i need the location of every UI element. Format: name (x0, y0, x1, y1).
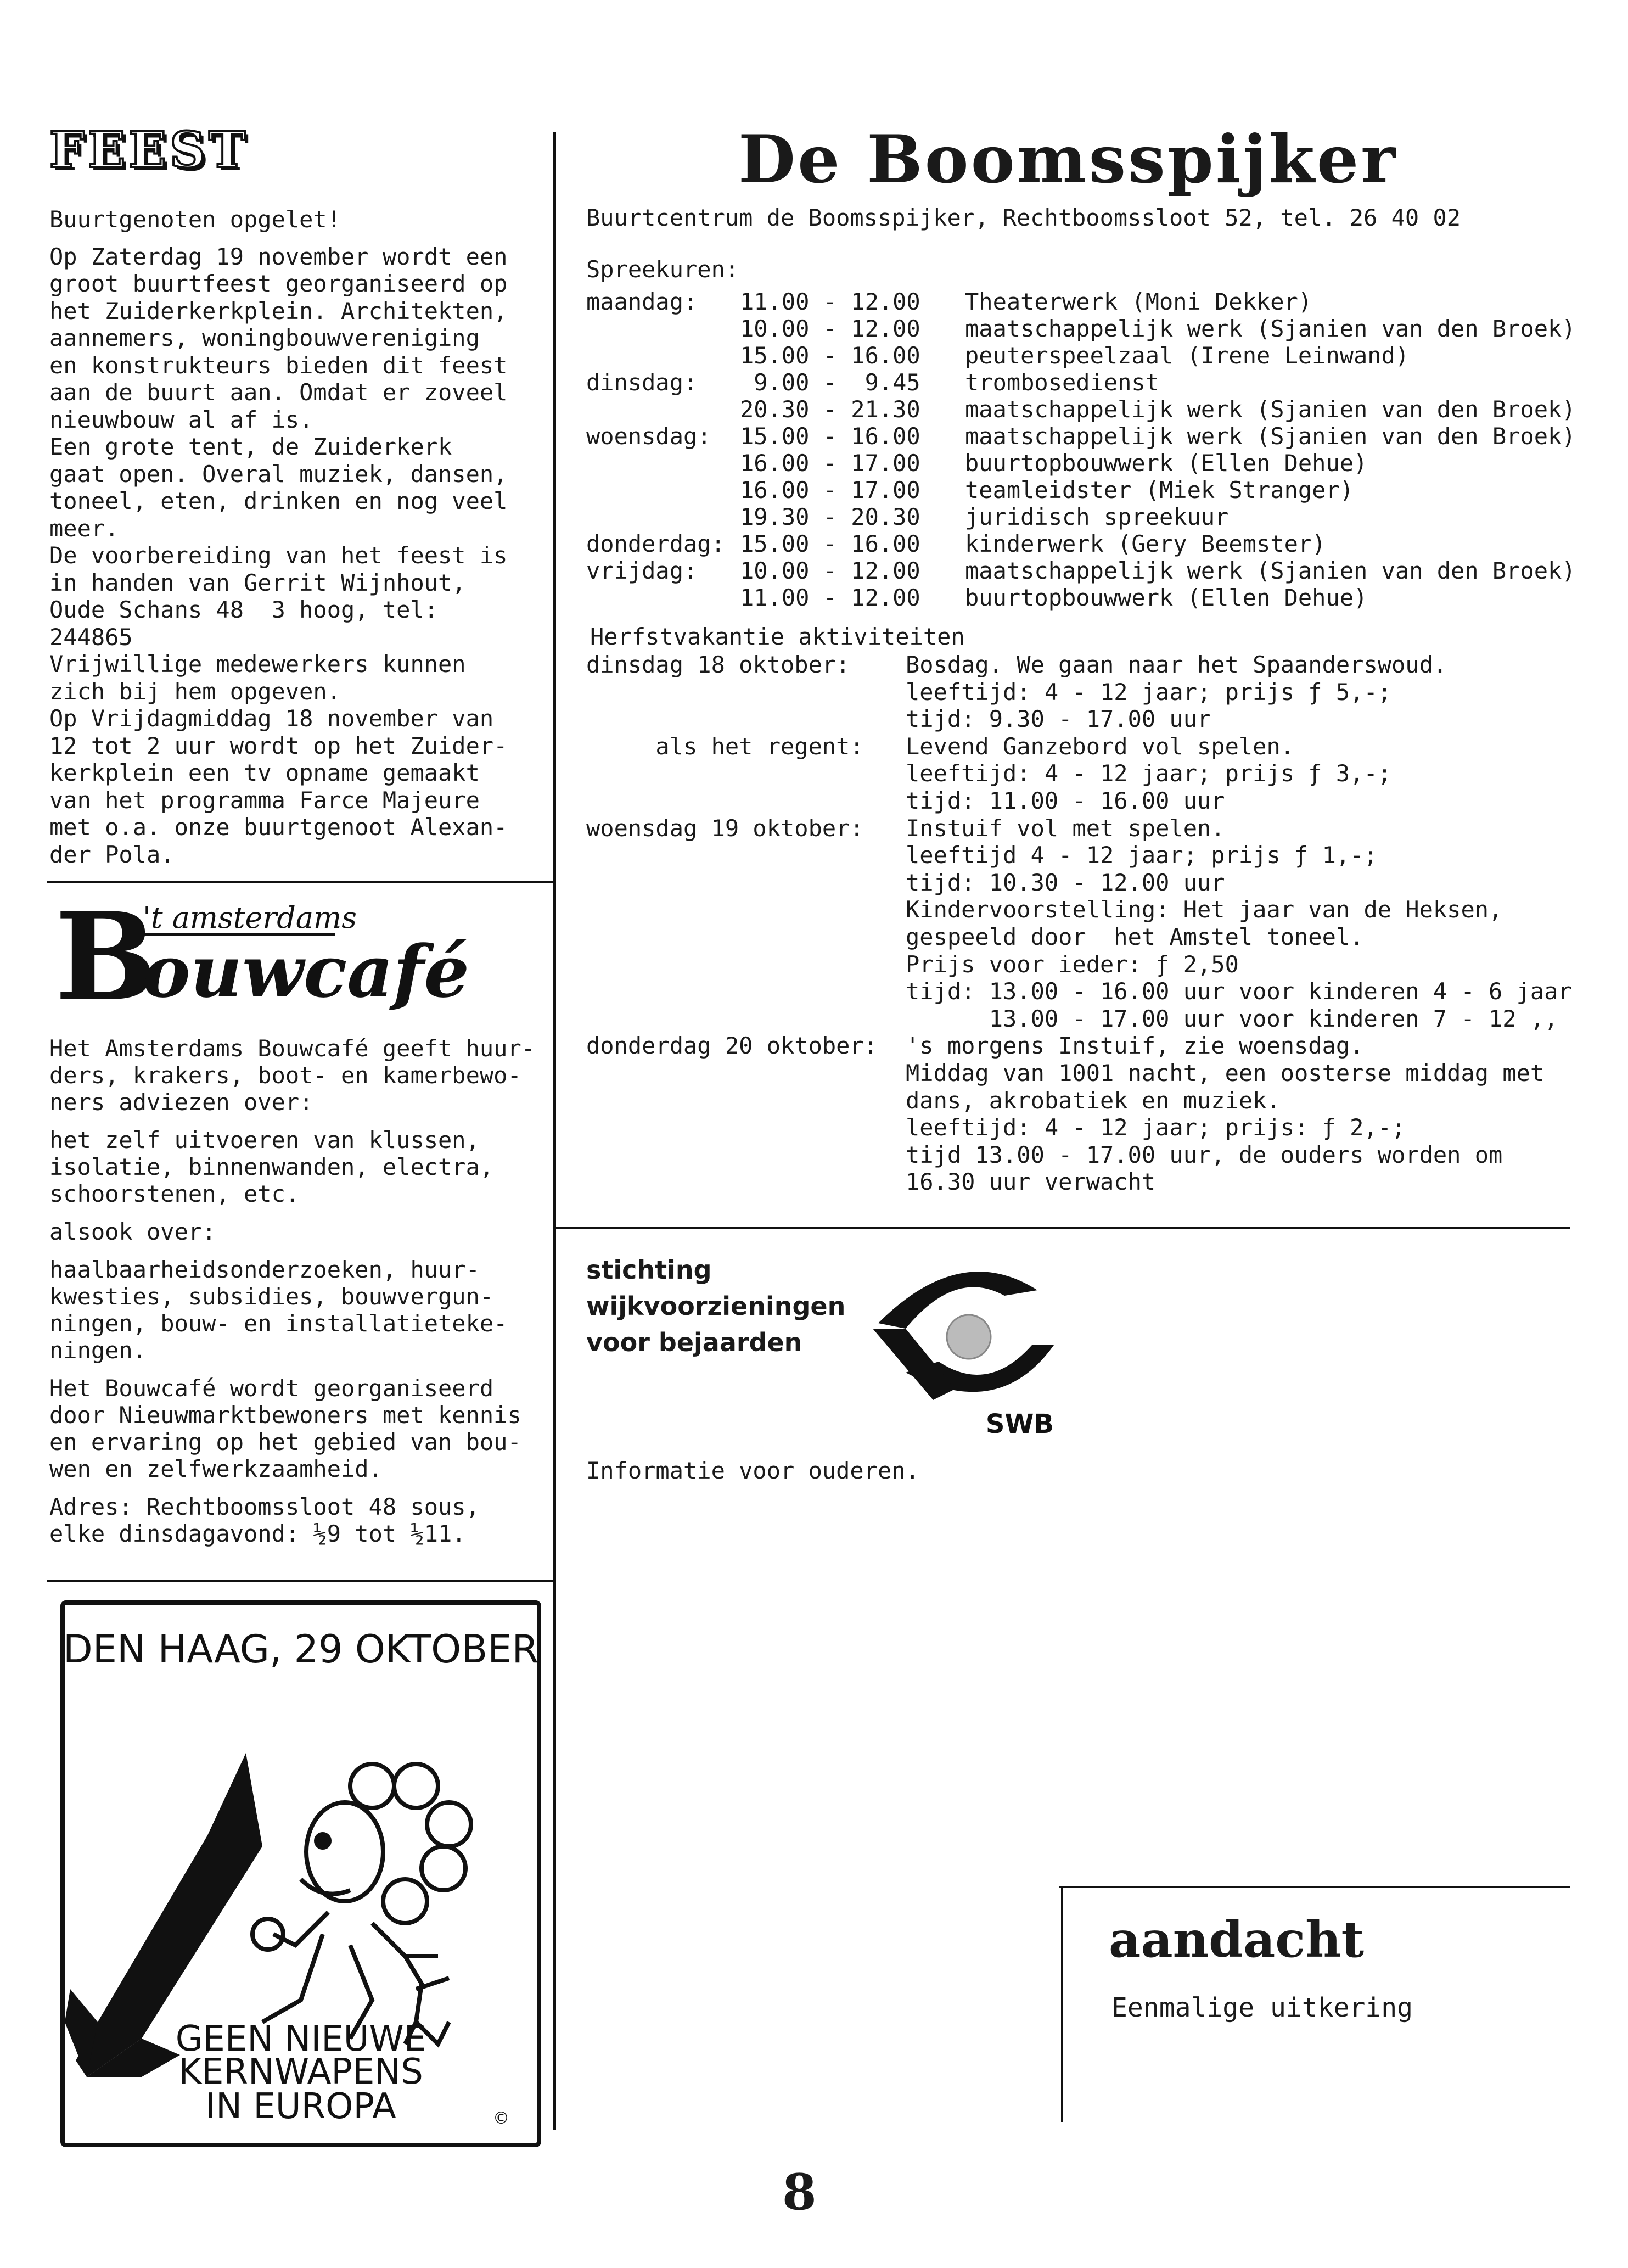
schedule-row (586, 423, 1576, 450)
divider-swb-aandacht (1059, 1886, 1570, 1888)
feest-line: Op Vrijdagmiddag 18 november van (49, 705, 494, 732)
page-number: 8 (782, 2163, 817, 2221)
bouwcafe-logo-art (49, 886, 470, 1028)
feest-line: Een grote tent, de Zuiderkerk (49, 433, 452, 460)
feest-line: aan de buurt aan. Omdat er zoveel (49, 379, 508, 406)
schedule-row (586, 530, 1576, 557)
schedule-desc: maatschappelijk werk (Sjanien van den Broek) (965, 557, 1576, 584)
spreekuren-label: Spreekuren: (586, 256, 739, 283)
herfst-text: 13.00 - 17.00 uur voor kinderen 7 - 12 ,, (906, 1005, 1558, 1032)
aandacht-left-rule (1061, 1886, 1063, 2122)
herfst-text: 16.30 uur verwacht (906, 1168, 1156, 1196)
poster-top-text: DEN HAAG, 29 OKTOBER (63, 1627, 539, 1672)
bouwcafe-line: ners adviezen over: (49, 1089, 313, 1116)
schedule-desc: peuterspeelzaal (Irene Leinwand) (965, 342, 1410, 369)
herfst-row (586, 651, 1572, 679)
feest-line: Oude Schans 48 3 hoog, tel: (49, 596, 439, 623)
schedule-row (586, 450, 1576, 477)
herfst-text: 's morgens Instuif, zie woensdag. (906, 1032, 1364, 1060)
poster-line-3: IN EUROPA (205, 2086, 396, 2127)
bouwcafe-line: kwesties, subsidies, bouwvergun- (49, 1283, 494, 1310)
bouwcafe-line: ders, krakers, boot- en kamerbewo- (49, 1062, 521, 1089)
schedule-desc: kinderwerk (Gery Beemster) (965, 530, 1326, 557)
herfst-text: tijd: 13.00 - 16.00 uur voor kinderen 4 - 6 jaar (906, 978, 1572, 1005)
herfst-text: Bosdag. We gaan naar het Spaanderswoud. (906, 651, 1447, 678)
poster-line-1: GEEN NIEUWE (175, 2019, 426, 2059)
herfst-row (586, 1060, 1572, 1087)
schedule-desc: teamleidster (Miek Stranger) (965, 477, 1354, 503)
feest-line: gaat open. Overal muziek, dansen, (49, 460, 508, 488)
aandacht-subtitle: Eenmalige uitkering (1111, 1992, 1413, 2023)
feest-line: met o.a. onze buurtgenoot Alexan- (49, 814, 508, 841)
bouwcafe-line: schoorstenen, etc. (49, 1180, 300, 1207)
herfst-text: dans, akrobatiek en muziek. (906, 1087, 1281, 1114)
divider-boomsspijker-swb (553, 1227, 1570, 1229)
schedule-time: 15.00 - 16.00 (740, 342, 920, 369)
schedule-day (586, 477, 740, 503)
figure-illustration (252, 1764, 471, 2044)
bouwcafe-body (49, 1035, 549, 1558)
schedule-row (586, 315, 1576, 342)
schedule-time: 10.00 - 12.00 (740, 557, 920, 584)
feest-line: Vrijwillige medewerkers kunnen (49, 651, 466, 677)
schedule-day (586, 503, 740, 530)
feest-line: het Zuiderkerkplein. Architekten, (49, 297, 508, 324)
schedule-desc: maatschappelijk werk (Sjanien van den Broek) (965, 423, 1576, 450)
swb-header (586, 1252, 845, 1360)
bouwcafe-line: alsook over: (49, 1218, 216, 1245)
herfst-day: dinsdag 18 oktober: (586, 651, 850, 678)
feest-line: nieuwbouw al af is. (49, 406, 313, 433)
swb-logo-text: SWB (985, 1409, 1054, 1440)
schedule-day (586, 342, 740, 369)
herfst-label: Herfstvakantie aktiviteiten (590, 623, 965, 650)
schedule-row (586, 342, 1576, 369)
herfst-text: leeftijd: 4 - 12 jaar; prijs ƒ 5,-; (906, 678, 1392, 705)
feest-line: der Pola. (49, 841, 175, 868)
herfst-day (586, 842, 906, 869)
swb-line: Informatie voor ouderen. (586, 1457, 919, 1484)
bouwcafe-paragraph (49, 1375, 549, 1482)
herfst-row (586, 760, 1572, 787)
poster-line-2: KERNWAPENS (178, 2052, 423, 2092)
feest-line: aannemers, woningbouwvereniging (49, 324, 480, 351)
herfst-row (586, 1087, 1572, 1115)
herfst-text: tijd: 11.00 - 16.00 uur (906, 787, 1225, 814)
feest-line: groot buurtfeest georganiseerd op (49, 270, 508, 297)
feest-line: Buurtgenoten opgelet! (49, 206, 341, 233)
schedule-day: vrijdag: (586, 557, 698, 584)
schedule-desc: Theaterwerk (Moni Dekker) (965, 288, 1312, 315)
swb-header-line-3: voor bejaarden (586, 1328, 802, 1357)
bouwcafe-line: Adres: Rechtboomssloot 48 sous, (49, 1493, 480, 1520)
herfst-text: tijd 13.00 - 17.00 uur, de ouders worden om (906, 1141, 1503, 1168)
schedule-time: 19.30 - 20.30 (740, 503, 920, 530)
schedule-time: 11.00 - 12.00 (740, 584, 920, 611)
herfst-day (586, 787, 906, 815)
swb-column-1 (586, 1458, 919, 1508)
bouwcafe-logo-word: ouwcafé (143, 929, 470, 1013)
schedule-row (586, 288, 1576, 315)
herfst-row (586, 733, 1572, 760)
herfst-day (586, 1087, 906, 1115)
herfst-row (586, 787, 1572, 815)
schedule-row (586, 477, 1576, 503)
herfst-day (586, 1114, 906, 1141)
feest-line: zich bij hem opgeven. (49, 677, 341, 705)
boomsspijker-title: De Boomsspijker (738, 121, 1398, 198)
herfst-text: tijd: 10.30 - 12.00 uur (906, 869, 1225, 896)
bouwcafe-paragraph (49, 1218, 549, 1245)
schedule-day: donderdag: (586, 530, 725, 557)
herfst-row (586, 869, 1572, 897)
herfst-text: Middag van 1001 nacht, een oosterse middag met (906, 1059, 1545, 1087)
feest-line: De voorbereiding van het feest is (49, 542, 508, 569)
boomsspijker-address: Buurtcentrum de Boomsspijker, Rechtboomssloot 52, tel. 26 40 02 (586, 204, 1461, 231)
herfst-row (586, 842, 1572, 869)
bouwcafe-line: en ervaring op het gebied van bou- (49, 1429, 521, 1455)
herfst-day (586, 1060, 906, 1087)
swb-logo-icon (873, 1257, 1059, 1449)
herfst-day: als het regent: (586, 732, 864, 760)
feest-body (49, 206, 549, 868)
feest-line (49, 233, 549, 243)
herfst-day (586, 705, 906, 733)
schedule-day (586, 584, 740, 611)
herfst-activities (586, 651, 1572, 1196)
herfst-row (586, 951, 1572, 978)
bouwcafe-line: elke dinsdagavond: ½9 tot ½11. (49, 1520, 466, 1547)
herfst-day (586, 1005, 906, 1033)
herfst-row (586, 978, 1572, 1005)
herfst-row (586, 1114, 1572, 1141)
feest-line: Op Zaterdag 19 november wordt een (49, 243, 508, 270)
feest-section (49, 121, 249, 179)
feest-line: 12 tot 2 uur wordt op het Zuider- (49, 732, 508, 759)
schedule-day (586, 450, 740, 477)
herfst-row (586, 1005, 1572, 1033)
schedule-time: 16.00 - 17.00 (740, 450, 920, 477)
schedule-row (586, 369, 1576, 396)
herfst-day (586, 978, 906, 1005)
bouwcafe-paragraph (49, 1493, 549, 1547)
herfst-row (586, 896, 1572, 923)
column-divider (553, 132, 556, 2130)
feest-line: meer. (49, 514, 119, 542)
herfst-text: leeftijd 4 - 12 jaar; prijs ƒ 1,-; (906, 842, 1378, 869)
feest-line: in handen van Gerrit Wijnhout, (49, 569, 466, 596)
feest-line: en konstrukteurs bieden dit feest (49, 351, 508, 379)
herfst-day (586, 1168, 906, 1196)
schedule-time: 16.00 - 17.00 (740, 477, 920, 503)
herfst-row (586, 1168, 1572, 1196)
divider-bouwcafe-poster (47, 1580, 554, 1582)
schedule-time: 15.00 - 16.00 (740, 530, 920, 557)
schedule-row (586, 557, 1576, 584)
schedule-day: dinsdag: (586, 369, 698, 396)
herfst-text: Kindervoorstelling: Het jaar van de Heksen, (906, 896, 1503, 923)
herfst-day: woensdag 19 oktober: (586, 814, 864, 842)
bouwcafe-line: Het Bouwcafé wordt georganiseerd (49, 1375, 494, 1402)
schedule-time: 15.00 - 16.00 (740, 423, 920, 450)
schedule-day (586, 396, 740, 423)
herfst-day (586, 951, 906, 978)
feest-line: kerkplein een tv opname gemaakt (49, 759, 480, 786)
feest-line: toneel, eten, drinken en nog veel (49, 488, 508, 514)
schedule-row (586, 396, 1576, 423)
herfst-text: leeftijd: 4 - 12 jaar; prijs ƒ 3,-; (906, 760, 1392, 787)
bouwcafe-logo (49, 886, 470, 1028)
svg-text:©: © (493, 2109, 509, 2128)
bouwcafe-line: Het Amsterdams Bouwcafé geeft huur- (49, 1035, 536, 1062)
feest-line: van het programma Farce Majeure (49, 786, 480, 814)
herfst-row (586, 679, 1572, 706)
schedule-day: woensdag: (586, 423, 711, 450)
bouwcafe-line: door Nieuwmarktbewoners met kennis (49, 1402, 521, 1429)
bouwcafe-paragraph (49, 1127, 549, 1207)
herfst-day: donderdag 20 oktober: (586, 1032, 878, 1060)
schedule-desc: trombosedienst (965, 369, 1160, 396)
bouwcafe-line: wen en zelfwerkzaamheid. (49, 1455, 383, 1482)
herfst-day (586, 760, 906, 787)
schedule-time: 11.00 - 12.00 (740, 288, 920, 315)
bouwcafe-line: isolatie, binnenwanden, electra, (49, 1153, 494, 1180)
schedule-desc: maatschappelijk werk (Sjanien van den Broek) (965, 396, 1576, 423)
swb-logo (873, 1257, 1059, 1449)
herfst-row (586, 1032, 1572, 1060)
herfst-text: Levend Ganzebord vol spelen. (906, 732, 1295, 760)
herfst-row (586, 923, 1572, 951)
bouwcafe-logo-prefix: 't amsterdams (143, 900, 357, 935)
herfst-day (586, 869, 906, 897)
herfst-day (586, 1141, 906, 1169)
herfst-text: Prijs voor ieder: ƒ 2,50 (906, 950, 1239, 978)
bouwcafe-paragraph (49, 1035, 549, 1116)
bouwcafe-paragraph (49, 1256, 549, 1364)
spreekuren-schedule (586, 288, 1576, 611)
herfst-text: tijd: 9.30 - 17.00 uur (906, 705, 1211, 733)
swb-header-line-2: wijkvoorzieningen (586, 1291, 846, 1321)
schedule-time: 20.30 - 21.30 (740, 396, 920, 423)
herfst-day (586, 923, 906, 951)
schedule-desc: buurtopbouwwerk (Ellen Dehue) (965, 450, 1368, 477)
herfst-row (586, 815, 1572, 842)
herfst-row (586, 705, 1572, 733)
bouwcafe-logo-letter: B (55, 886, 157, 1028)
herfst-text: leeftijd: 4 - 12 jaar; prijs: ƒ 2,-; (906, 1114, 1406, 1141)
divider-feest-bouwcafe (47, 881, 554, 883)
herfst-day (586, 896, 906, 923)
bouwcafe-line: ningen. (49, 1337, 147, 1364)
aandacht-title: aandacht (1109, 1911, 1365, 1969)
schedule-desc: juridisch spreekuur (965, 503, 1229, 530)
schedule-day: maandag: (586, 288, 698, 315)
herfst-day (586, 679, 906, 706)
bouwcafe-line: haalbaarheidsonderzoeken, huur- (49, 1256, 480, 1283)
schedule-desc: buurtopbouwwerk (Ellen Dehue) (965, 584, 1368, 611)
herfst-row (586, 1141, 1572, 1169)
herfst-text: gespeeld door het Amstel toneel. (906, 923, 1364, 950)
swb-header-line-1: stichting (586, 1255, 712, 1285)
herfst-text: Instuif vol met spelen. (906, 814, 1225, 842)
schedule-time: 9.00 - 9.45 (740, 369, 920, 396)
schedule-time: 10.00 - 12.00 (740, 315, 920, 342)
schedule-day (586, 315, 740, 342)
schedule-row (586, 503, 1576, 530)
poster-illustration (65, 1605, 537, 2143)
feest-line: 244865 (49, 623, 133, 651)
feest-title: FEEST (49, 121, 249, 179)
poster-frame (60, 1600, 541, 2147)
bouwcafe-line: ningen, bouw- en installatieteke- (49, 1310, 508, 1337)
bouwcafe-line: het zelf uitvoeren van klussen, (49, 1127, 480, 1153)
schedule-row (586, 584, 1576, 611)
schedule-desc: maatschappelijk werk (Sjanien van den Broek) (965, 315, 1576, 342)
